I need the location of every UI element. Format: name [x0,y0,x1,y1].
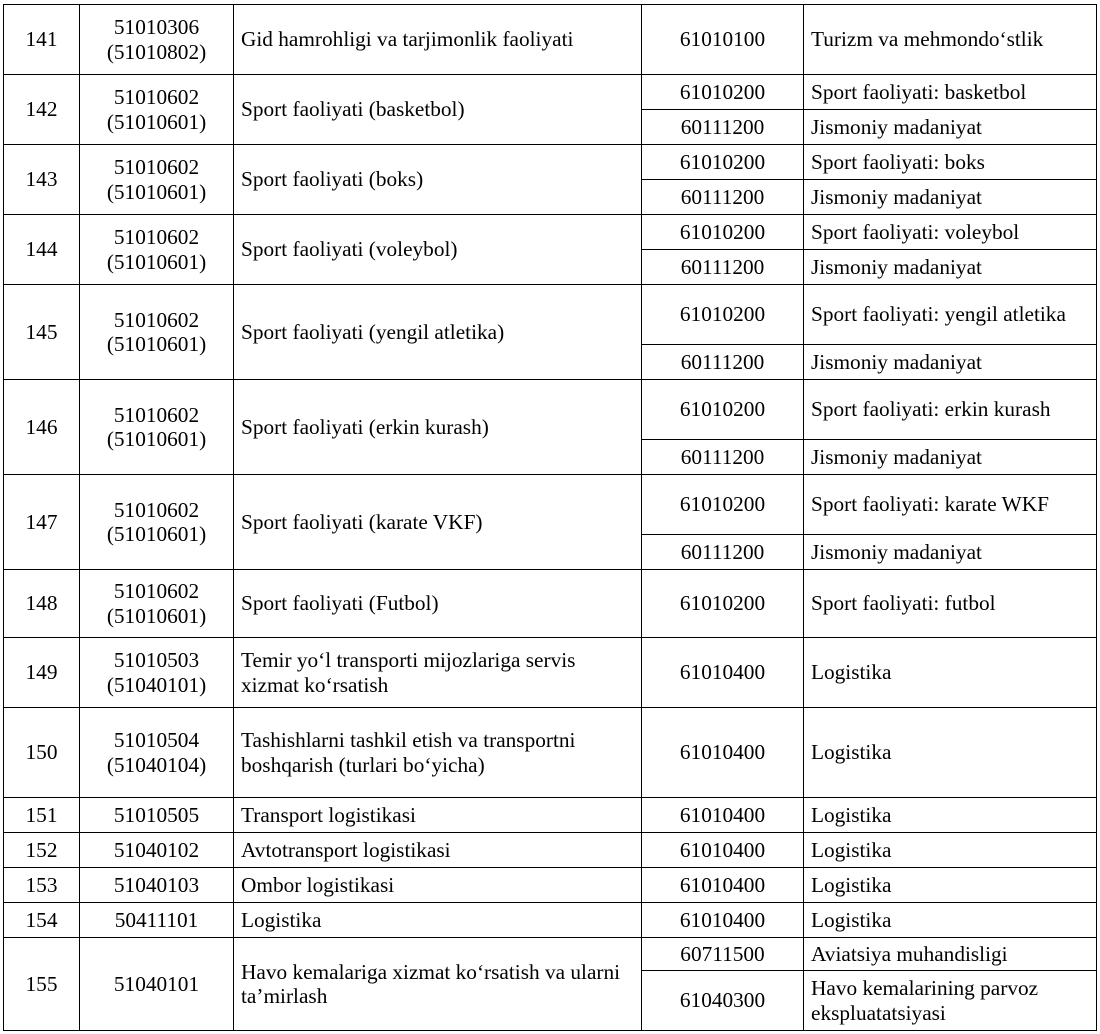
old-code-line: (51010601) [106,179,207,204]
row-number-cell: 153 [4,868,80,903]
new-code-cell: 61010400 [642,903,804,938]
new-code-cell: 61010200 [642,285,804,345]
old-code-line: 51010602 [113,497,200,522]
old-program-name-cell: Sport faoliyati (yengil atletika) [234,285,642,380]
new-code-cell: 61010200 [642,380,804,440]
new-program-name-cell: Sport faoliyati: futbol [804,570,1097,638]
new-program-name-cell: Sport faoliyati: boks [804,145,1097,180]
new-program-name-cell: Jismoniy madaniyat [804,440,1097,475]
new-code-cell: 61010200 [642,75,804,110]
new-program-name-cell: Aviatsiya muhandisligi [804,938,1097,971]
old-code-line: 51040102 [113,837,200,862]
old-code-line: 51010602 [113,307,200,332]
old-code-line: (51010802) [106,39,207,64]
old-program-name-cell: Sport faoliyati (basketbol) [234,75,642,145]
old-code-cell [80,868,234,903]
old-program-name-cell: Logistika [234,903,642,938]
old-code-cell [80,75,234,145]
new-program-name-cell: Sport faoliyati: basketbol [804,75,1097,110]
new-code-cell: 61010400 [642,638,804,708]
new-program-name-cell: Logistika [804,638,1097,708]
old-code-line: 51040103 [113,872,200,897]
table-row [4,798,1097,833]
row-number-cell: 150 [4,708,80,798]
old-code-cell [80,798,234,833]
row-number-cell: 152 [4,833,80,868]
row-number-cell: 147 [4,475,80,570]
row-number-cell: 154 [4,903,80,938]
old-code-cell [80,475,234,570]
old-code-line: (51010601) [106,332,207,356]
new-code-cell: 61010200 [642,475,804,535]
old-code-line: 51010503 [113,648,200,673]
old-program-name-cell: Transport logistikasi [234,798,642,833]
new-program-name-cell: Logistika [804,868,1097,903]
new-program-name-cell: Jismoniy madaniyat [804,110,1097,145]
table-body [4,5,1097,1031]
new-program-name-cell: Havo kemalarining parvoz ekspluatatsiyasi [804,971,1097,1031]
old-code-cell [80,145,234,215]
old-code-line: 51010602 [113,402,200,427]
old-program-name-cell: Temir yo‘l transporti mijozlariga servis xizmat ko‘rsatish [234,638,642,708]
program-mapping-table [3,4,1097,1031]
new-program-name-cell: Logistika [804,833,1097,868]
old-code-line: (51010601) [106,109,207,134]
table-row [4,475,1097,535]
table-row [4,380,1097,440]
old-code-cell [80,938,234,1031]
new-code-cell: 61010200 [642,145,804,180]
row-number-cell: 151 [4,798,80,833]
old-program-name-cell: Sport faoliyati (voleybol) [234,215,642,285]
new-code-cell: 61010200 [642,215,804,250]
new-code-cell: 61040300 [642,971,804,1031]
old-code-line: (51010601) [106,603,207,628]
new-code-cell: 60111200 [642,250,804,285]
row-number-cell: 141 [4,5,80,75]
table-row [4,833,1097,868]
old-program-name-cell: Ombor logistikasi [234,868,642,903]
new-program-name-cell: Logistika [804,903,1097,938]
old-program-name-cell: Avtotransport logistikasi [234,833,642,868]
table-row [4,570,1097,638]
old-code-line: 51010602 [113,225,200,250]
table-row [4,903,1097,938]
new-code-cell: 60111200 [642,440,804,475]
old-code-cell [80,638,234,708]
new-code-cell: 61010400 [642,833,804,868]
old-code-line: (51010601) [106,522,207,546]
new-program-name-cell: Jismoniy madaniyat [804,180,1097,215]
table-row [4,145,1097,180]
old-code-line: (51010601) [106,249,207,274]
new-code-cell: 61010400 [642,798,804,833]
row-number-cell: 148 [4,570,80,638]
row-number-cell: 145 [4,285,80,380]
new-program-name-cell: Sport faoliyati: karate WKF [804,475,1097,535]
row-number-cell: 155 [4,938,80,1031]
new-program-name-cell: Logistika [804,708,1097,798]
row-number-cell: 149 [4,638,80,708]
new-program-name-cell: Turizm va mehmondo‘stlik [804,5,1097,75]
old-code-line: 51040101 [113,971,200,996]
new-code-cell: 60111200 [642,110,804,145]
new-code-cell: 61010400 [642,708,804,798]
old-code-line: (51010601) [106,427,207,451]
old-program-name-cell: Sport faoliyati (erkin kurash) [234,380,642,475]
new-code-cell: 60111200 [642,180,804,215]
new-program-name-cell: Jismoniy madaniyat [804,535,1097,570]
old-code-cell [80,5,234,75]
new-program-name-cell: Jismoniy madaniyat [804,250,1097,285]
new-program-name-cell: Sport faoliyati: voleybol [804,215,1097,250]
old-code-line: 51010504 [113,728,200,753]
new-code-cell: 60711500 [642,938,804,971]
new-code-cell: 61010200 [642,570,804,638]
table-row [4,215,1097,250]
row-number-cell: 143 [4,145,80,215]
row-number-cell: 146 [4,380,80,475]
table-row [4,638,1097,708]
new-program-name-cell: Sport faoliyati: erkin kurash [804,380,1097,440]
old-program-name-cell: Sport faoliyati (karate VKF) [234,475,642,570]
old-code-cell [80,380,234,475]
old-program-name-cell: Havo kemalariga xizmat ko‘rsatish va ularni ta’mirlash [234,938,642,1031]
old-code-line: 51010602 [113,85,200,110]
new-code-cell: 60111200 [642,345,804,380]
table-row [4,5,1097,75]
table-row [4,708,1097,798]
new-code-cell: 61010400 [642,868,804,903]
new-code-cell: 61010100 [642,5,804,75]
old-code-cell [80,903,234,938]
old-program-name-cell: Gid hamrohligi va tarjimonlik faoliyati [234,5,642,75]
old-code-line: 51010306 [113,15,200,40]
row-number-cell: 144 [4,215,80,285]
old-program-name-cell: Sport faoliyati (Futbol) [234,570,642,638]
old-code-line: (51040104) [106,752,207,777]
table-row [4,868,1097,903]
table-row [4,75,1097,110]
new-code-cell: 60111200 [642,535,804,570]
old-code-line: 51010602 [113,579,200,604]
old-code-line: (51040101) [106,672,207,697]
old-code-cell [80,570,234,638]
old-code-cell [80,215,234,285]
old-code-line: 50411101 [114,907,199,932]
old-code-line: 51010505 [113,802,200,827]
old-code-cell [80,285,234,380]
new-program-name-cell: Logistika [804,798,1097,833]
old-code-line: 51010602 [113,155,200,180]
old-program-name-cell: Sport faoliyati (boks) [234,145,642,215]
table-row [4,938,1097,971]
table-row [4,285,1097,345]
new-program-name-cell: Sport faoliyati: yengil atletika [804,285,1097,345]
old-code-cell [80,833,234,868]
old-program-name-cell: Tashishlarni tashkil etish va transportni boshqarish (turlari bo‘yicha) [234,708,642,798]
old-code-cell [80,708,234,798]
new-program-name-cell: Jismoniy madaniyat [804,345,1097,380]
row-number-cell: 142 [4,75,80,145]
